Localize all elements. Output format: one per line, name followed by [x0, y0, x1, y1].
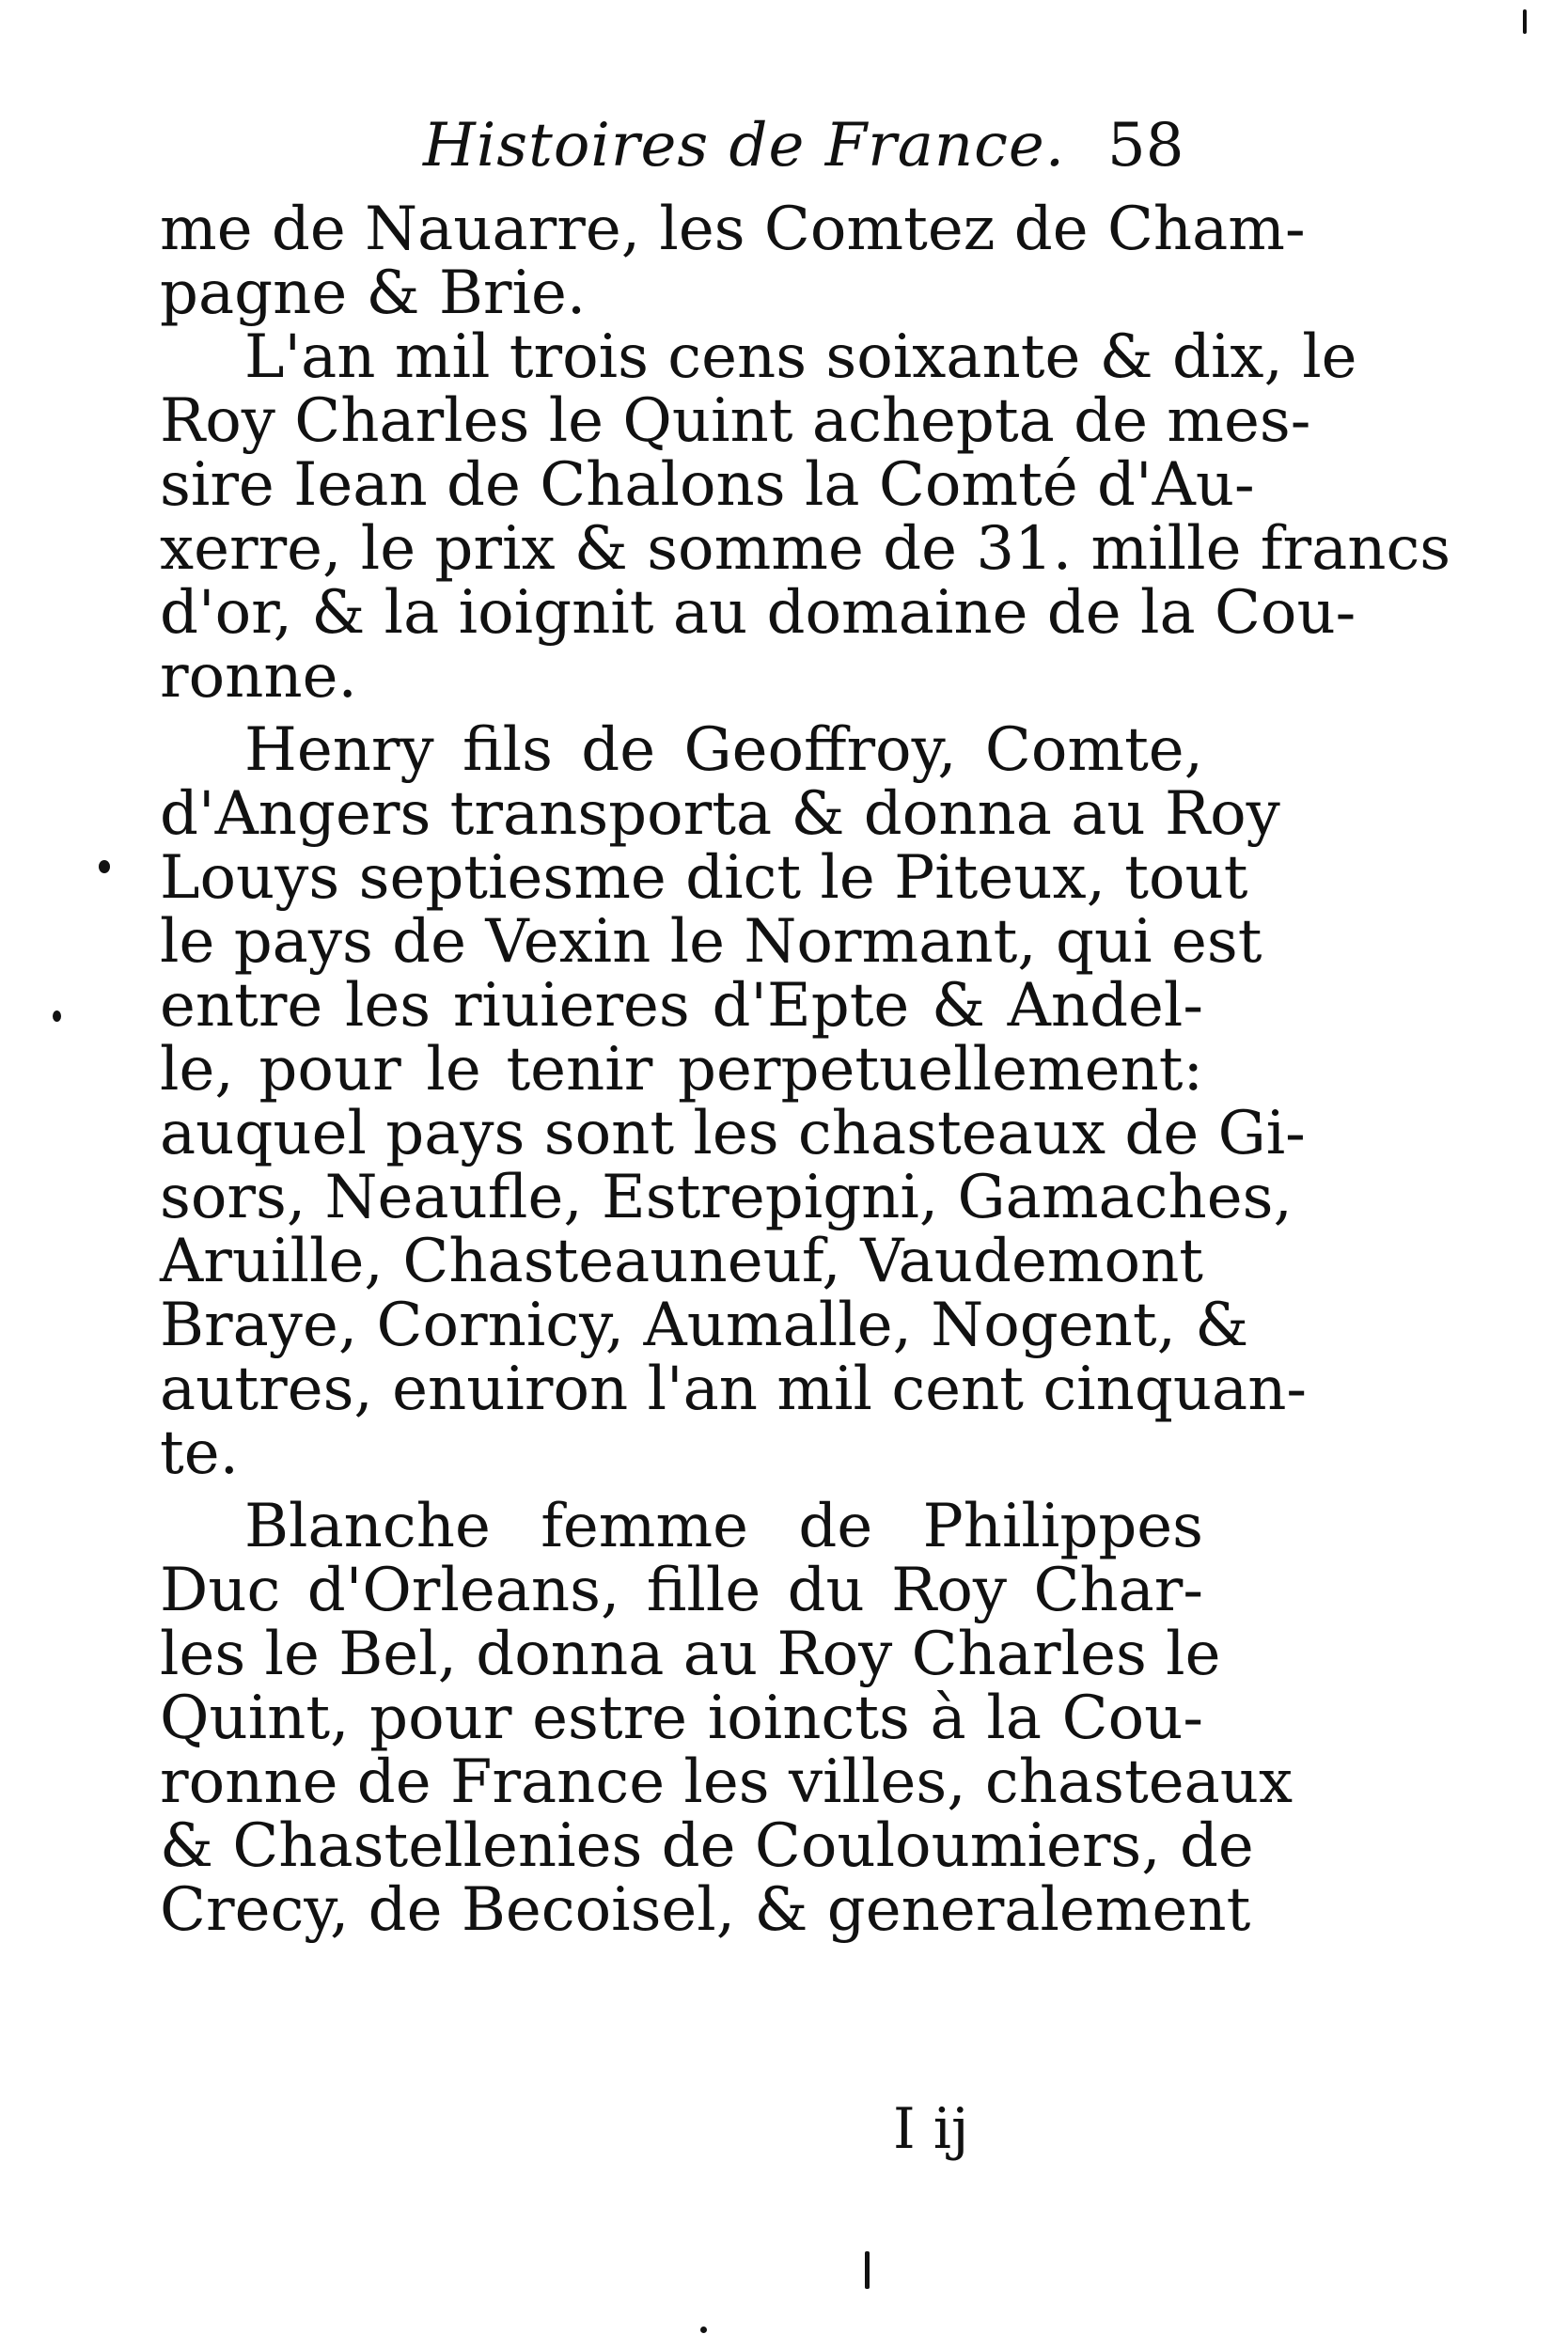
ink-speck — [865, 2251, 870, 2289]
text-line: auquel pays sont les chasteaux de Gi- — [160, 1099, 1306, 1168]
text-line: le pays de Vexin le Normant, qui est — [160, 907, 1262, 977]
ink-speck — [700, 2326, 707, 2333]
body-text — [160, 195, 1451, 1945]
text-line: le, pour le tenir perpetuellement: — [160, 1035, 1203, 1104]
text-line: autres, enuiron l'an mil cent cinquan- — [160, 1355, 1308, 1424]
text-line: sire Iean de Chalons la Comté d'Au- — [160, 450, 1255, 520]
page-number: 58 — [1107, 111, 1184, 180]
text-line: sors, Neaufle, Estrepigni, Gamaches, — [160, 1163, 1293, 1232]
text-line: Roy Charles le Quint achepta de mes- — [160, 386, 1311, 456]
text-line: les le Bel, donna au Roy Charles le — [160, 1620, 1221, 1689]
text-line: xerre, le prix & somme de 31. mille francs — [160, 514, 1451, 584]
ink-speck — [1523, 9, 1527, 34]
text-line: d'or, & la ioignit au domaine de la Cou- — [160, 578, 1356, 648]
text-line: me de Nauarre, les Comtez de Cham- — [160, 195, 1306, 264]
running-title: Histoires de France. — [423, 111, 1066, 180]
text-line: pagne & Brie. — [160, 258, 587, 328]
ink-speck — [53, 1010, 61, 1022]
text-line: Blanche femme de Philippes — [244, 1492, 1203, 1561]
text-line: Crecy, de Becoisel, & generalement — [160, 1875, 1251, 1945]
text-line: Henry fils de Geoffroy, Comte, — [244, 715, 1203, 785]
text-line: Quint, pour estre ioincts à la Cou- — [160, 1684, 1203, 1753]
text-line: L'an mil trois cens soixante & dix, le — [244, 322, 1357, 392]
text-line: Duc d'Orleans, fille du Roy Char- — [160, 1556, 1203, 1625]
text-line: Aruille, Chasteauneuf, Vaudemont — [160, 1227, 1203, 1296]
ink-speck — [99, 860, 110, 873]
signature-mark: I ij — [893, 2096, 969, 2162]
text-line: & Chastellenies de Couloumiers, de — [160, 1811, 1254, 1881]
text-line: d'Angers transporta & donna au Roy — [160, 779, 1280, 849]
text-line: te. — [160, 1418, 239, 1488]
text-line: entre les riuieres d'Epte & Andel- — [160, 971, 1203, 1041]
text-line: Braye, Cornicy, Aumalle, Nogent, & — [160, 1291, 1249, 1360]
text-line: Louys septiesme dict le Piteux, tout — [160, 843, 1248, 913]
text-line: ronne. — [160, 642, 357, 712]
text-line: ronne de France les villes, chasteaux — [160, 1747, 1294, 1817]
